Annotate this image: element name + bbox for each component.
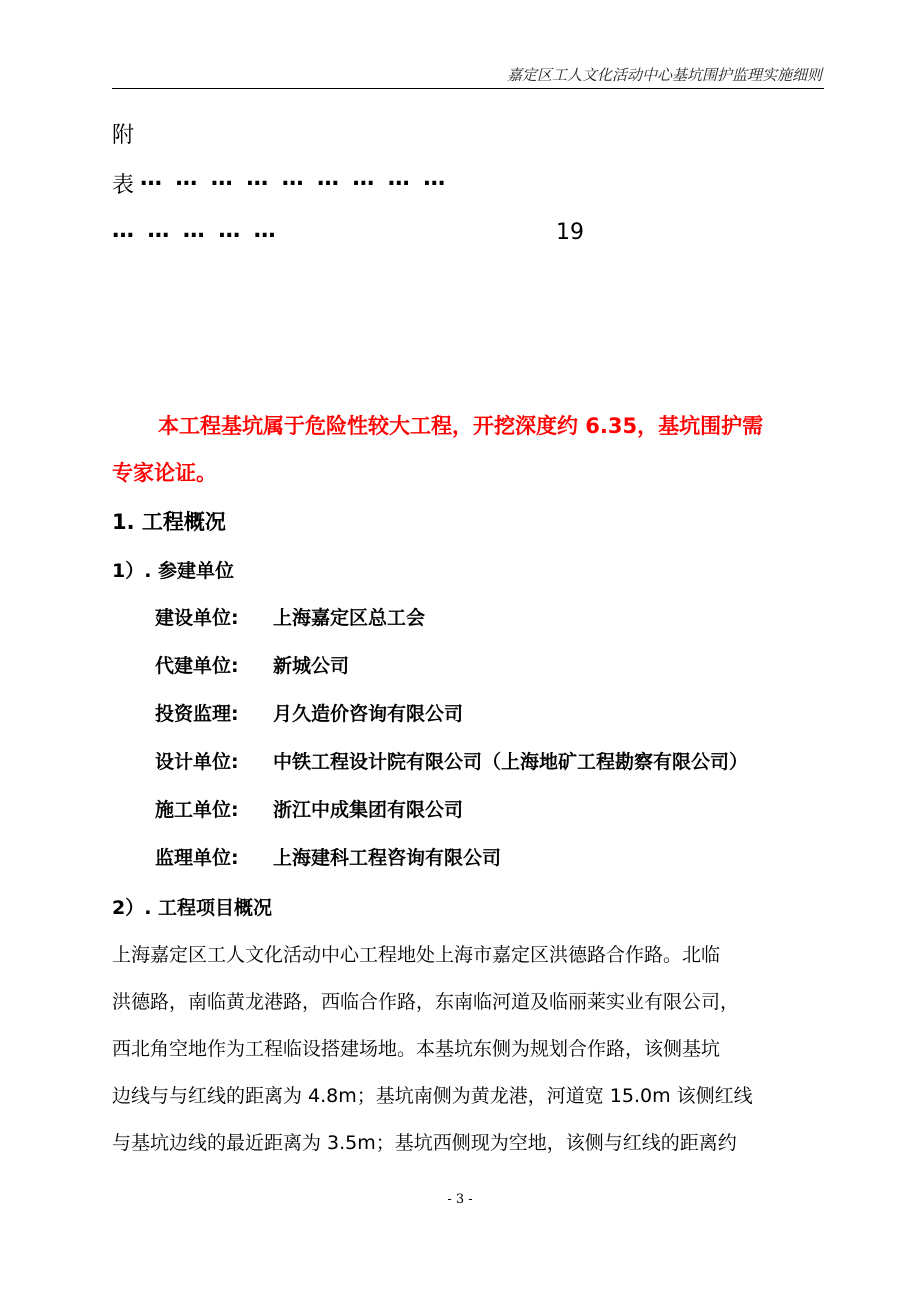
participant-value: 中铁工程设计院有限公司（上海地矿工程勘察有限公司） [273, 751, 749, 773]
page-footer-number: - 3 - [447, 1192, 473, 1207]
participant-value: 浙江中成集团有限公司 [273, 799, 464, 821]
subsection-title-participants: 1）. 参建单位 [112, 560, 235, 582]
participant-value: 上海建科工程咨询有限公司 [273, 847, 502, 869]
body-line: 西北角空地作为工程临设搭建场地。本基坑东侧为规划合作路，该侧基坑 [112, 1038, 721, 1060]
participant-label: 代建单位: [155, 655, 239, 677]
participant-row [155, 603, 425, 630]
participant-value: 上海嘉定区总工会 [273, 607, 426, 629]
toc-leader-dots-line2: ……………………… [140, 166, 459, 191]
participant-label: 监理单位: [155, 847, 239, 869]
participant-row [155, 699, 463, 726]
body-line: 边线与与红线的距离为 4.8m；基坑南侧为黄龙港，河道宽 15.0m 该侧红线 [112, 1085, 753, 1107]
header-title: 嘉定区工人文化活动中心基坑围护监理实施细则 [506, 66, 822, 84]
participant-row [155, 795, 463, 822]
participant-value: 月久造价咨询有限公司 [273, 703, 464, 725]
participant-row [155, 843, 501, 870]
toc-leader-dots-line3: …………… [112, 218, 289, 243]
participant-row [155, 747, 748, 774]
notice-line-2: 专家论证。 [112, 461, 217, 485]
toc-page-number: 19 [556, 220, 584, 245]
page-header [112, 62, 824, 89]
subsection-title-project: 2）. 工程项目概况 [112, 897, 273, 919]
body-line: 洪德路，南临黄龙港路，西临合作路，东南临河道及临丽莱实业有限公司， [112, 991, 740, 1013]
participant-label: 建设单位: [155, 607, 239, 629]
body-line: 上海嘉定区工人文化活动中心工程地处上海市嘉定区洪德路合作路。北临 [112, 944, 721, 966]
toc-char-biao: 表 [112, 173, 135, 198]
participant-value: 新城公司 [273, 655, 350, 677]
participant-row [155, 651, 349, 678]
section-title-overview: 1. 工程概况 [112, 510, 226, 534]
toc-char-fu: 附 [112, 123, 135, 148]
participant-label: 投资监理: [155, 703, 239, 725]
body-line: 与基坑边线的最近距离为 3.5m；基坑西侧现为空地，该侧与红线的距离约 [112, 1132, 737, 1154]
notice-line-1: 本工程基坑属于危险性较大工程，开挖深度约 6.35，基坑围护需 [158, 414, 764, 438]
participant-label: 设计单位: [155, 751, 239, 773]
participant-label: 施工单位: [155, 799, 239, 821]
